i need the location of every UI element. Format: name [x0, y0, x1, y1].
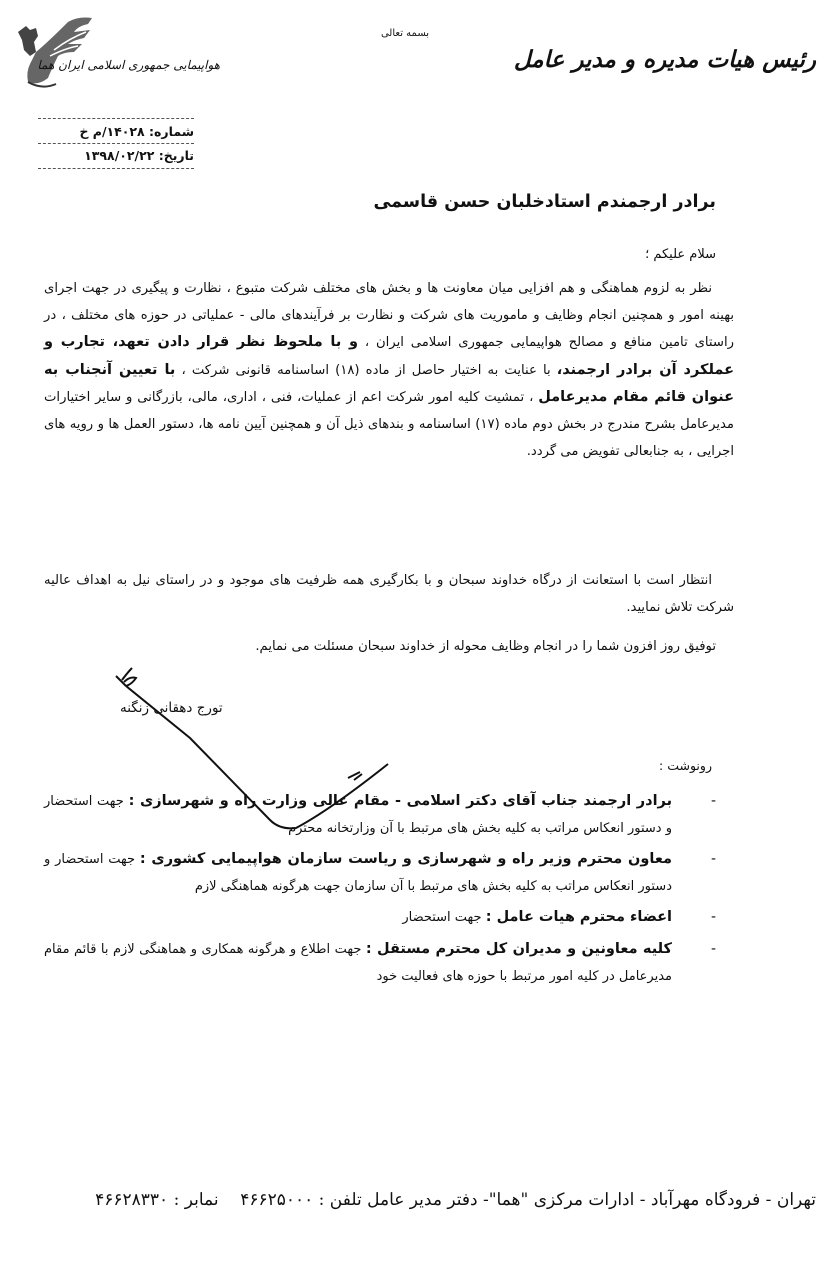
letter-number-value: ۱۴۰۲۸/م خ [79, 124, 145, 139]
cc-item [44, 936, 734, 990]
paragraph-text: ، تمشیت کلیه امور شرکت اعم از عملیات، فنی ، اداری، مالی، بازرگانی و سایر اختیارات مدیرعامل بشرح مندرج در بخش دوم ماده (۱۷) اساسنامه و بندهای ذیل آن و همچنین آیین نامه ها، دستور العمل ها و رویه های اجرایی ، به جنابعالی تفویض می گردد. [44, 390, 735, 459]
cc-item-title: کلیه معاونین و مدیران کل محترم مستقل : [365, 940, 672, 957]
cc-item-title: اعضاء محترم هیات عامل : [485, 909, 672, 926]
cc-item [44, 788, 734, 842]
letter-date [38, 148, 194, 163]
letter-number-label: شماره: [149, 124, 194, 139]
divider [38, 143, 194, 144]
letter-date-label: تاریخ: [158, 148, 194, 163]
paragraph-bold-text: با تعیین آنجناب به عنوان قائم مقام مدیرعامل [44, 361, 734, 406]
recipient: برادر ارجمندم استادخلبان حسن قاسمی [373, 192, 716, 212]
cc-item-title: معاون محترم وزیر راه و شهرسازی و ریاست سازمان هواپیمایی کشوری : [139, 851, 673, 868]
signer-name: تورج دهقانی زنگنه [120, 700, 223, 716]
letter-number [38, 124, 194, 139]
cc-item [44, 846, 734, 900]
main-paragraph [44, 276, 734, 465]
cc-item-text: جهت استحضار و دستور انعکاس مراتب به کلیه بخش های مرتبط با آن وزارتخانه محترم [44, 794, 672, 836]
divider [38, 118, 194, 119]
footer-phone: ۴۶۶۲۵۰۰۰ [240, 1190, 314, 1210]
expectation-paragraph: انتظار است با استعانت از درگاه خداوند سبحان و با بکارگیری همه ظرفیت های موجود و در راستای نیل به اهداف عالیه شرکت تلاش نمایید. [44, 573, 734, 615]
airline-name: هواپیمایی جمهوری اسلامی ایران هما [37, 58, 220, 72]
invocation-text: بسمه تعالی [380, 28, 430, 39]
footer-contact [0, 1190, 816, 1210]
cc-label: رونوشت : [659, 758, 712, 773]
footer-fax-label: نمابر : [173, 1190, 219, 1210]
paragraph-bold-text: و با ملحوظ نظر قرار دادن تعهد، تجارب و عملکرد آن برادر ارجمند، [44, 334, 734, 378]
cc-list [44, 788, 734, 994]
cc-item-title: برادر ارجمند جناب آقای دکتر اسلامی - مقام عالی وزارت راه و شهرسازی : [128, 793, 673, 809]
paragraph-text: نظر به لزوم هماهنگی و هم افزایی میان معاونت ها و بخش های مختلف شرکت متبوع ، نظارت و پیگیری در جهت اجرای بهینه امور و همچنین انجام وظایف و ماموریت های شرکت و نظارت بر فرآیندهای مالی - عملیاتی در حوزه های مختلف ، در راستای تامین منافع و مصالح هواپیمایی جمهوری اسلامی ایران ، [44, 281, 734, 351]
cc-item-text: جهت استحضار [402, 910, 482, 926]
cc-item-text: جهت استحضار و دستور انعکاس مراتب به کلیه بخش های مرتبط با آن سازمان جهت هرگونه هماهنگی لازم [44, 852, 672, 894]
bullet: - [710, 940, 716, 957]
footer-address: تهران - فرودگاه مهرآباد - ادارات مرکزی "هما"- دفتر مدیر عامل تلفن : [318, 1190, 816, 1210]
bullet: - [710, 793, 716, 809]
closing-paragraph: توفیق روز افزون شما را در انجام وظایف محوله از خداوند سبحان مسئلت می نمایم. [255, 639, 716, 654]
letter-date-value: ۱۳۹۸/۰۲/۲۲ [84, 148, 155, 163]
sender-title: رئیس هیات مدیره و مدیر عامل [513, 46, 816, 73]
bullet: - [710, 909, 716, 926]
homa-bird-logo-icon [8, 12, 98, 92]
bullet: - [710, 851, 716, 868]
cc-item [44, 904, 734, 932]
salutation: سلام علیکم ؛ [645, 247, 716, 262]
divider [38, 168, 194, 169]
cc-item-text: جهت اطلاع و هرگونه همکاری و هماهنگی لازم با قائم مقام مدیرعامل در کلیه امور مرتبط با حوزه های فعالیت خود [44, 941, 672, 984]
footer-fax: ۴۶۶۲۸۳۳۰ [95, 1190, 169, 1210]
paragraph-text: با عنایت به اختیار حاصل از ماده (۱۸) اساسنامه قانونی شرکت ، [181, 362, 551, 378]
